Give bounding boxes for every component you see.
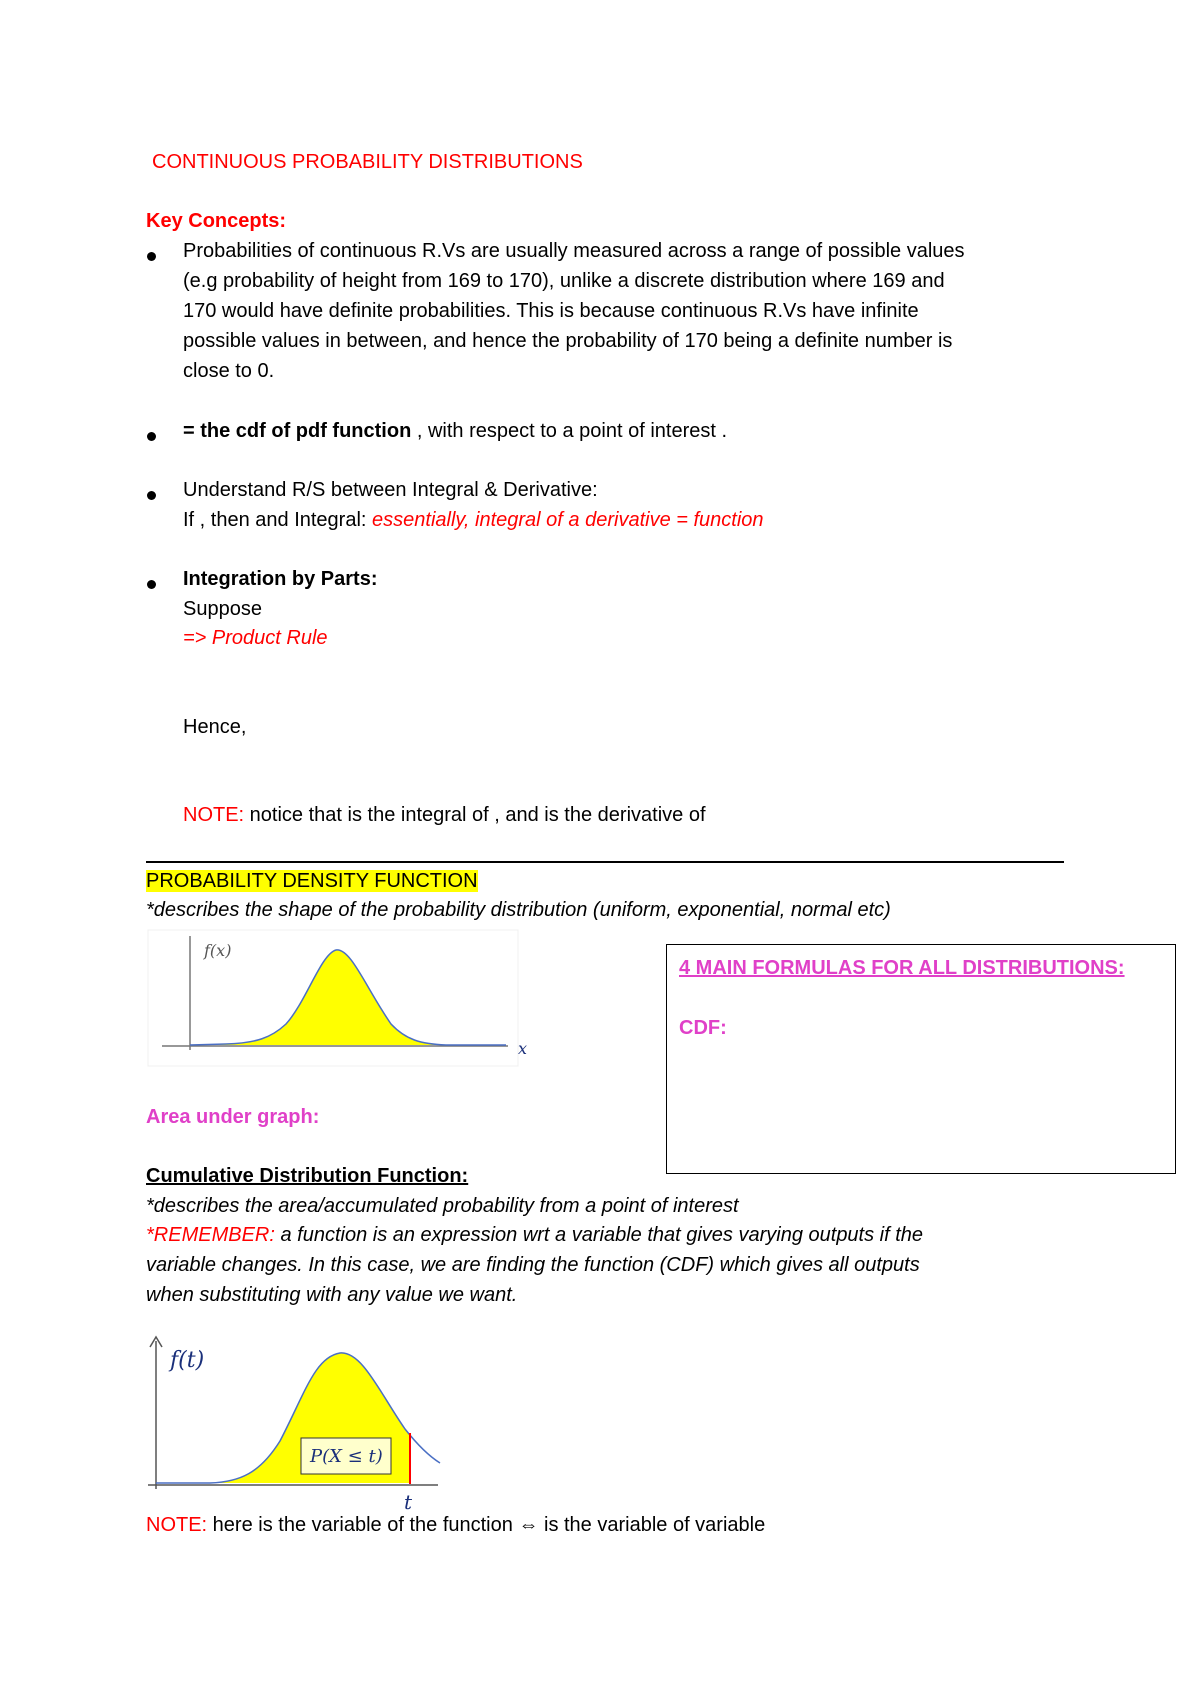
hence-text: Hence, [183, 716, 247, 738]
key-concepts-heading: Key Concepts: [146, 210, 287, 232]
formulas-box-heading: 4 MAIN FORMULAS FOR ALL DISTRIBUTIONS: [679, 957, 1125, 979]
area-under-graph-label: Area under graph: [146, 1106, 320, 1128]
cdf-ylabel: f(t) [170, 1348, 205, 1373]
note-label: NOTE: [183, 804, 245, 826]
formulas-cdf-label: CDF: [679, 1017, 727, 1039]
pdf-ylabel: f(x) [204, 941, 232, 960]
bullet3-red: essentially, integral of a derivative = function [372, 509, 764, 531]
remember-line3: when substituting with any value we want. [146, 1284, 518, 1306]
bullet2-rest: , with respect to a point of interest . [411, 420, 728, 442]
bullet3-line1: Understand R/S between Integral & Derivative: [183, 479, 598, 501]
bullet2-text [183, 416, 727, 446]
equivalence-icon: ⇔ [518, 1514, 539, 1536]
final-note-text-b: is the variable of variable [538, 1514, 766, 1536]
cdf-graph [140, 1333, 450, 1519]
remember-label: *REMEMBER: [146, 1224, 275, 1246]
bullet2-bold: = the cdf of pdf function [183, 420, 412, 442]
bullet1-line2: (e.g probability of height from 169 to 170), unlike a discrete distribution where 169 and [183, 270, 945, 292]
remember-line1 [146, 1220, 923, 1250]
product-rule-text: => Product Rule [183, 627, 328, 649]
suppose-text: Suppose [183, 598, 262, 620]
bullet1-line1: Probabilities of continuous R.Vs are usually measured across a range of possible values [183, 240, 965, 262]
section-divider [146, 861, 1064, 863]
cdf-xlabel: t [404, 1490, 413, 1514]
pdf-xlabel: x [518, 1039, 528, 1058]
final-note-label: NOTE: [146, 1514, 208, 1536]
bullet-dot [147, 491, 156, 500]
pdf-heading [146, 866, 478, 896]
bullet1-line4: possible values in between, and hence the probability of 170 being a definite number is [183, 330, 953, 352]
bullet-dot [147, 252, 156, 261]
pdf-heading-text: PROBABILITY DENSITY FUNCTION [146, 870, 478, 892]
cdf-heading: Cumulative Distribution Function: [146, 1165, 469, 1187]
cdf-area-label: P(X ≤ t) [310, 1446, 383, 1467]
final-note [146, 1510, 765, 1540]
bullet1-line3: 170 would have definite probabilities. This is because continuous R.Vs have infinite [183, 300, 919, 322]
remember-text1: a function is an expression wrt a variable that gives varying outputs if the [274, 1224, 924, 1246]
note-line [183, 800, 706, 830]
bullet3-black: If , then and Integral: [183, 509, 373, 531]
bullet-dot [147, 580, 156, 589]
remember-line2: variable changes. In this case, we are finding the function (CDF) which gives all outputs [146, 1254, 920, 1276]
integration-by-parts-heading: Integration by Parts: [183, 568, 378, 590]
cdf-description: *describes the area/accumulated probability from a point of interest [146, 1195, 739, 1217]
note-text: notice that is the integral of , and is the derivative of [244, 804, 706, 826]
bullet1-line5: close to 0. [183, 360, 275, 382]
bullet-dot [147, 432, 156, 441]
pdf-description: *describes the shape of the probability distribution (uniform, exponential, normal etc) [146, 899, 891, 921]
bullet3-line2 [183, 505, 764, 535]
pdf-graph [146, 928, 536, 1068]
page-title: CONTINUOUS PROBABILITY DISTRIBUTIONS [152, 151, 583, 173]
final-note-text-a: here is the variable of the function [207, 1514, 519, 1536]
